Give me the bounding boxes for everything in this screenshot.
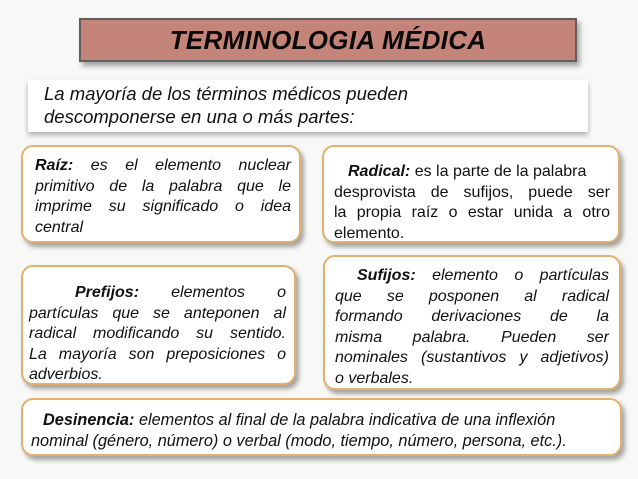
desinencia-line-1 xyxy=(31,410,612,431)
raiz-line-1 xyxy=(35,156,291,177)
prefijos-term: Prefijos: xyxy=(75,284,140,301)
sufijos-line-6: o verbales. xyxy=(335,369,414,387)
sufijos-line-2: que se posponen al radical xyxy=(335,287,609,305)
sufijos-line-5: nominales (sustantivos y adjetivos) xyxy=(335,349,609,366)
radical-box xyxy=(322,145,620,243)
prefijos-line-5: adverbios. xyxy=(29,366,103,383)
prefijos-text-1: elementos o xyxy=(171,284,286,301)
intro-box xyxy=(28,80,588,132)
prefijos-line-3: radical modificando su sentido. xyxy=(29,325,286,342)
desinencia-box xyxy=(21,398,622,456)
raiz-box xyxy=(21,145,301,243)
raiz-line-2: primitivo de la palabra que le xyxy=(35,177,291,195)
sufijos-term: Sufijos: xyxy=(357,267,416,284)
sufijos-text-1: elemento o partículas xyxy=(432,267,609,284)
raiz-line-3: imprime su significado o idea xyxy=(35,198,291,215)
prefijos-line-4: La mayoría son preposiciones o xyxy=(29,345,286,363)
radical-line-3: la propia raíz o estar unida a otro xyxy=(334,204,610,221)
prefijos-box xyxy=(21,265,296,385)
page-title xyxy=(79,18,577,62)
sufijos-line-1 xyxy=(335,266,609,287)
page-title-text: TERMINOLOGIA MÉDICA xyxy=(169,24,487,55)
radical-line-2: desprovista de sufijos, puede ser xyxy=(334,183,610,201)
intro-line-2: descomponerse en una o más partes: xyxy=(44,105,355,127)
intro-line-1: La mayoría de los términos médicos pueden xyxy=(44,83,409,104)
raiz-term: Raíz: xyxy=(35,157,74,174)
radical-line-1 xyxy=(334,162,610,183)
prefijos-line-2: partículas que se anteponen al xyxy=(29,304,286,322)
raiz-line-4: central xyxy=(35,218,84,236)
sufijos-line-4: misma palabra. Pueden ser xyxy=(335,328,609,346)
prefijos-line-1 xyxy=(29,283,286,304)
desinencia-text-1: elementos al final de la palabra indicativa de una inflexión xyxy=(138,411,556,429)
sufijos-line-3: formando derivaciones de la xyxy=(335,308,609,325)
desinencia-term: Desinencia: xyxy=(43,411,135,429)
radical-term: Radical: xyxy=(348,163,411,180)
radical-text-1: es la parte de la palabra xyxy=(414,163,587,180)
sufijos-box xyxy=(323,255,621,390)
raiz-text-1: es el elemento nuclear xyxy=(90,157,291,174)
desinencia-line-2: nominal (género, número) o verbal (modo, tiempo, número, persona, etc.). xyxy=(31,432,567,450)
radical-line-4: elemento. xyxy=(334,224,405,242)
